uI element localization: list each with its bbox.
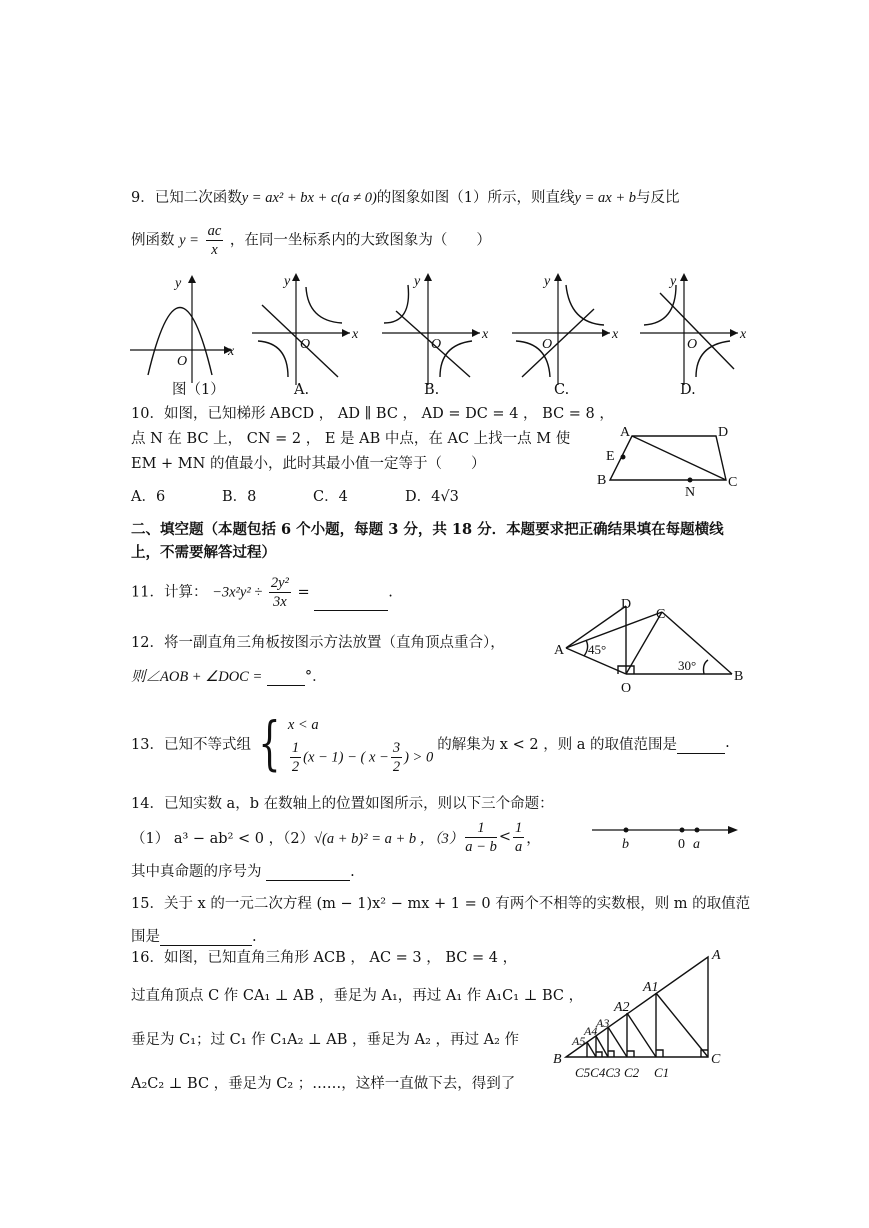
q9-fig-d [640, 273, 747, 385]
q12-point-d: D [621, 597, 632, 612]
q9-option-a-label[interactable]: A. [294, 382, 310, 398]
q11-end: . [388, 584, 393, 601]
q15-line2 [131, 925, 257, 946]
q16-point-a1: A1 [643, 980, 659, 995]
q10-point-c: C [728, 475, 738, 490]
q10-option-b[interactable]: B．8 [222, 489, 257, 505]
q12-angle-30: 30° [678, 658, 697, 673]
q13-frac1-den: 2 [291, 758, 300, 775]
q16-line4: A₂C₂ ⊥ BC ，垂足为 C₂ ；……，这样一直做下去，得到了 [131, 1076, 516, 1092]
q14-number-line [0, 816, 869, 856]
q16-line1: 16．如图，已知直角三角形 ACB ， AC = 3 ， BC = 4 ， [131, 950, 518, 966]
q15-line2-text: 围是 [131, 929, 160, 945]
q9-option-d-label[interactable]: D. [680, 382, 696, 398]
q9-option-b-label[interactable]: B. [424, 382, 440, 398]
q10-line1: 10．如图，已知梯形 ABCD ， AD ∥ BC ， AD = DC = 4 ， BC = 8 ， [131, 406, 614, 422]
q12-point-c: C [656, 607, 666, 622]
q13-end: . [725, 735, 730, 751]
q9-line1 [131, 186, 679, 207]
svg-text:y: y [544, 274, 551, 289]
q12-line1: 12．将一副直角三角板按图示方法放置（直角顶点重合）， [131, 635, 505, 651]
q16-point-c: C [711, 1052, 721, 1067]
q14-axis-a: a [693, 837, 700, 852]
q14-frac2-num: 1 [514, 819, 523, 836]
q13-line [131, 703, 730, 783]
q9-fig1-parabola [130, 275, 235, 383]
q13-system [288, 711, 433, 776]
q12-set-squares-figure [0, 596, 869, 696]
q13-frac1-num: 1 [291, 739, 300, 756]
q15-answer-blank[interactable] [160, 927, 252, 946]
q16-point-a4: A4 [584, 1024, 598, 1038]
q10-option-d[interactable]: D．4√3 [405, 489, 459, 505]
q9-frac-den: x [211, 242, 218, 258]
svg-text:y: y [175, 276, 182, 291]
q16-point-a: A [712, 948, 721, 963]
q10-option-c[interactable]: C．4 [313, 489, 348, 505]
q10-point-e: E [606, 449, 615, 464]
q9-formula-y: y = [179, 232, 199, 249]
q14-end: . [350, 864, 355, 880]
q12-point-b: B [734, 669, 744, 684]
q14-line3-text: 其中真命题的序号为 [131, 864, 262, 880]
q16-triangle-figure [0, 945, 869, 1085]
q13-ineq1: x < a [287, 716, 319, 733]
q9-text-pre: 9．已知二次函数 [131, 190, 242, 206]
q14-answer-blank[interactable] [266, 862, 350, 881]
q13-frac-three-halves [391, 739, 402, 776]
q9-line2 [131, 222, 491, 259]
q12-point-o: O [621, 681, 632, 696]
svg-text:O: O [431, 337, 442, 352]
q9-fraction [206, 222, 224, 259]
svg-text:x: x [228, 344, 235, 359]
q11-formula: −3x²y² ÷ [212, 584, 263, 601]
q14-frac2-den: a [514, 838, 523, 855]
q13-answer-blank[interactable] [677, 733, 725, 754]
q9-fig-b [382, 273, 489, 385]
q10-point-n: N [685, 485, 696, 500]
svg-text:x: x [352, 327, 359, 342]
q9-formula-line: y = ax + b [574, 190, 636, 206]
q16-point-c2: C2 [624, 1065, 640, 1080]
svg-text:x: x [482, 327, 489, 342]
q9-text-post: 与反比 [635, 190, 680, 206]
svg-text:O: O [687, 337, 698, 352]
q14-axis-b: b [622, 837, 629, 852]
q12-formula: 则∠AOB + ∠DOC = [131, 669, 263, 685]
svg-text:O: O [300, 337, 311, 352]
q10-line2: 点 N 在 BC 上， CN = 2 ， E 是 AB 中点，在 AC 上找一点 M 使 [131, 431, 571, 447]
q9-text-line2-post: ，在同一坐标系内的大致图象为（ ） [229, 232, 491, 249]
q9-fig-c [512, 273, 619, 385]
q11-frac-num: 2y² [270, 575, 289, 591]
svg-text:O: O [542, 337, 553, 352]
q16-point-a5: A5 [572, 1034, 586, 1048]
q9-text-line2-pre: 例函数 [131, 232, 175, 249]
q11-equals: = [297, 584, 310, 601]
q14-prop1: （1） a³ − ab² < 0 ，（2） [131, 830, 315, 847]
q13-label: 13．已知不等式组 [131, 736, 251, 753]
q16-line2: 过直角顶点 C 作 CA₁ ⊥ AB ，垂足为 A₁，再过 A₁ 作 A₁C₁ ⊥ BC ， [131, 988, 584, 1004]
q16-point-b: B [553, 1052, 562, 1067]
q9-frac-num: ac [207, 223, 222, 239]
q13-brace: { [258, 709, 281, 777]
q14-line1: 14．已知实数 a，b 在数轴上的位置如图所示，则以下三个命题： [131, 796, 554, 812]
svg-text:x: x [740, 327, 747, 342]
q10-point-a: A [620, 425, 631, 440]
q16-points-c5c4c3: C5C4C3 [575, 1065, 621, 1080]
q11-frac-den: 3x [273, 594, 287, 610]
q14-comma: ， [526, 830, 541, 847]
q10-point-d: D [718, 425, 729, 440]
q13-frac2-den: 2 [392, 758, 401, 775]
q10-trapezoid-figure [0, 420, 869, 500]
q12-angle-45: 45° [588, 642, 607, 657]
q9-formula-quadratic: y = ax² + bx + c(a ≠ 0) [241, 190, 377, 206]
q12-end: °． [304, 669, 327, 685]
q13-ineq2 [288, 739, 433, 776]
q14-axis-0: 0 [678, 837, 685, 852]
q14-prop2: √(a + b)² = a + b ，（3） [314, 830, 464, 847]
q14-frac1-den: a − b [465, 838, 497, 855]
q15-end: . [252, 929, 257, 945]
q9-text-mid: 的图象如图（1）所示，则直线 [376, 190, 575, 206]
q13-frac2-num: 3 [392, 739, 401, 756]
svg-text:x: x [612, 327, 619, 342]
q10-point-b: B [597, 473, 607, 488]
q10-line3: EM + MN 的值最小，此时其最小值一定等于（ ） [131, 456, 486, 472]
q9-fig1-label: 图（1） [172, 382, 225, 398]
q14-less-than: < [498, 829, 511, 845]
svg-text:y: y [284, 274, 291, 289]
q16-point-a3: A3 [596, 1016, 610, 1030]
section2-heading-line2: 上，不需要解答过程） [131, 544, 276, 561]
q15-line1: 15．关于 x 的一元二次方程 (m − 1)x² − mx + 1 = 0 有两个不相等的实数根，则 m 的取值范 [131, 896, 751, 912]
q9-fig-a [252, 273, 359, 385]
svg-text:y: y [670, 274, 677, 289]
q13-ineq2-mid: (x − 1) − ( x − [303, 749, 389, 765]
q16-point-a2: A2 [614, 1000, 630, 1015]
section2-heading-line1: 二、填空题（本题包括 6 个小题，每题 3 分，共 18 分．本题要求把正确结果填在每题横线 [131, 521, 724, 538]
q16-point-c1: C1 [654, 1065, 670, 1080]
q9-option-c-label[interactable]: C. [554, 382, 570, 398]
q13-ineq2-post: ) > 0 [404, 749, 434, 765]
q13-text-post: 的解集为 x < 2 ，则 a 的取值范围是 [437, 736, 678, 753]
q12-point-a: A [554, 643, 565, 658]
q14-frac1-num: 1 [465, 819, 497, 838]
svg-text:O: O [177, 354, 188, 369]
q14-line3 [131, 860, 355, 881]
svg-text:y: y [414, 274, 421, 289]
q10-option-a[interactable]: A．6 [131, 489, 166, 505]
q13-frac-half [290, 739, 301, 776]
q11-label: 11．计算： [131, 584, 208, 601]
q16-line3: 垂足为 C₁；过 C₁ 作 C₁A₂ ⊥ AB ，垂足为 A₂ ，再过 A₂ 作 [131, 1032, 520, 1048]
